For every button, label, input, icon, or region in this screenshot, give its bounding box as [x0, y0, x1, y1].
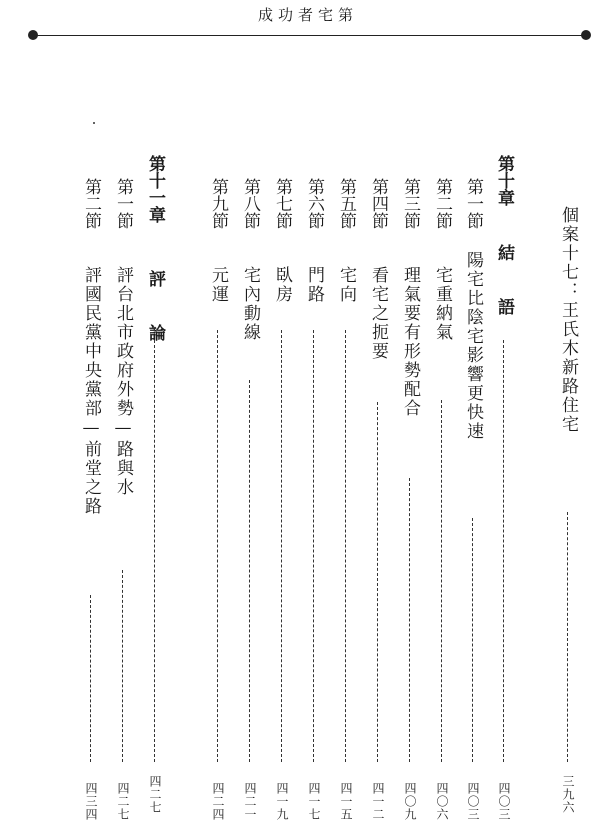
chapter-number: 第十章 [494, 155, 514, 206]
page-number: 四三四 [84, 782, 98, 821]
rule-left-dot [28, 30, 38, 40]
section-number: 第二節 [432, 178, 452, 229]
page-number: 四二七 [116, 782, 130, 821]
rule-right-dot [581, 30, 591, 40]
entry-title: 宅內動線 [240, 266, 260, 342]
entry-title: 宅向 [336, 266, 356, 304]
section-number: 第九節 [208, 178, 228, 229]
page-number: 四二一 [243, 782, 257, 821]
dot-leader [281, 330, 282, 762]
section-number: 第六節 [304, 178, 324, 229]
page-number: 四二七 [148, 775, 162, 814]
dot-leader [217, 330, 218, 762]
section-number: 第八節 [240, 178, 260, 229]
section-number: 第一節 [113, 178, 133, 229]
chapter-title: 結 語 [494, 244, 514, 325]
section-number: 第一節 [463, 178, 483, 229]
entry-title: 評國民黨中央黨部—前堂之路 [81, 266, 101, 516]
dot-leader [503, 340, 504, 762]
page-number: 四〇三 [466, 782, 480, 821]
page-number: 四〇三 [497, 782, 511, 821]
entry-title: 臥房 [272, 266, 292, 304]
entry-title: 宅重納氣 [432, 266, 452, 342]
dot-leader [122, 570, 123, 762]
chapter-title: 評 論 [145, 270, 165, 351]
entry-title: 陽宅比陰宅影響更快速 [463, 251, 483, 441]
entry-title: 看宅之扼要 [368, 266, 388, 361]
section-number: 第五節 [336, 178, 356, 229]
page-number: 四一二 [371, 782, 385, 821]
section-number: 第四節 [368, 178, 388, 229]
header-rule [32, 35, 586, 36]
dot-leader [90, 595, 91, 762]
page-number: 四〇六 [435, 782, 449, 821]
entry-title: 評台北市政府外勢—路與水 [113, 266, 133, 497]
section-number: 第三節 [400, 178, 420, 229]
page-number: 三九六 [561, 775, 575, 814]
dot-leader [567, 512, 568, 762]
dot-leader [441, 400, 442, 762]
entry-title: 元運 [208, 266, 228, 304]
entry-title: 理氣要有形勢配合 [400, 266, 420, 418]
dot-leader [249, 380, 250, 762]
page-number: 四一五 [339, 782, 353, 821]
page-number: 四一九 [275, 782, 289, 821]
dot-leader [377, 402, 378, 762]
page-number: 四二四 [211, 782, 225, 821]
dot-leader [154, 340, 155, 762]
print-speck [93, 122, 95, 124]
page-number: 四〇九 [403, 782, 417, 821]
chapter-number: 第十一章 [145, 155, 165, 223]
running-header: 成功者宅第 [257, 6, 358, 24]
entry-title: 個案十七：王氏木新路住宅 [558, 206, 578, 434]
section-number: 第七節 [272, 178, 292, 229]
dot-leader [409, 478, 410, 762]
page-number: 四一七 [307, 782, 321, 821]
dot-leader [472, 518, 473, 762]
dot-leader [313, 330, 314, 762]
section-number: 第二節 [81, 178, 101, 229]
dot-leader [345, 330, 346, 762]
entry-title: 門路 [304, 266, 324, 304]
